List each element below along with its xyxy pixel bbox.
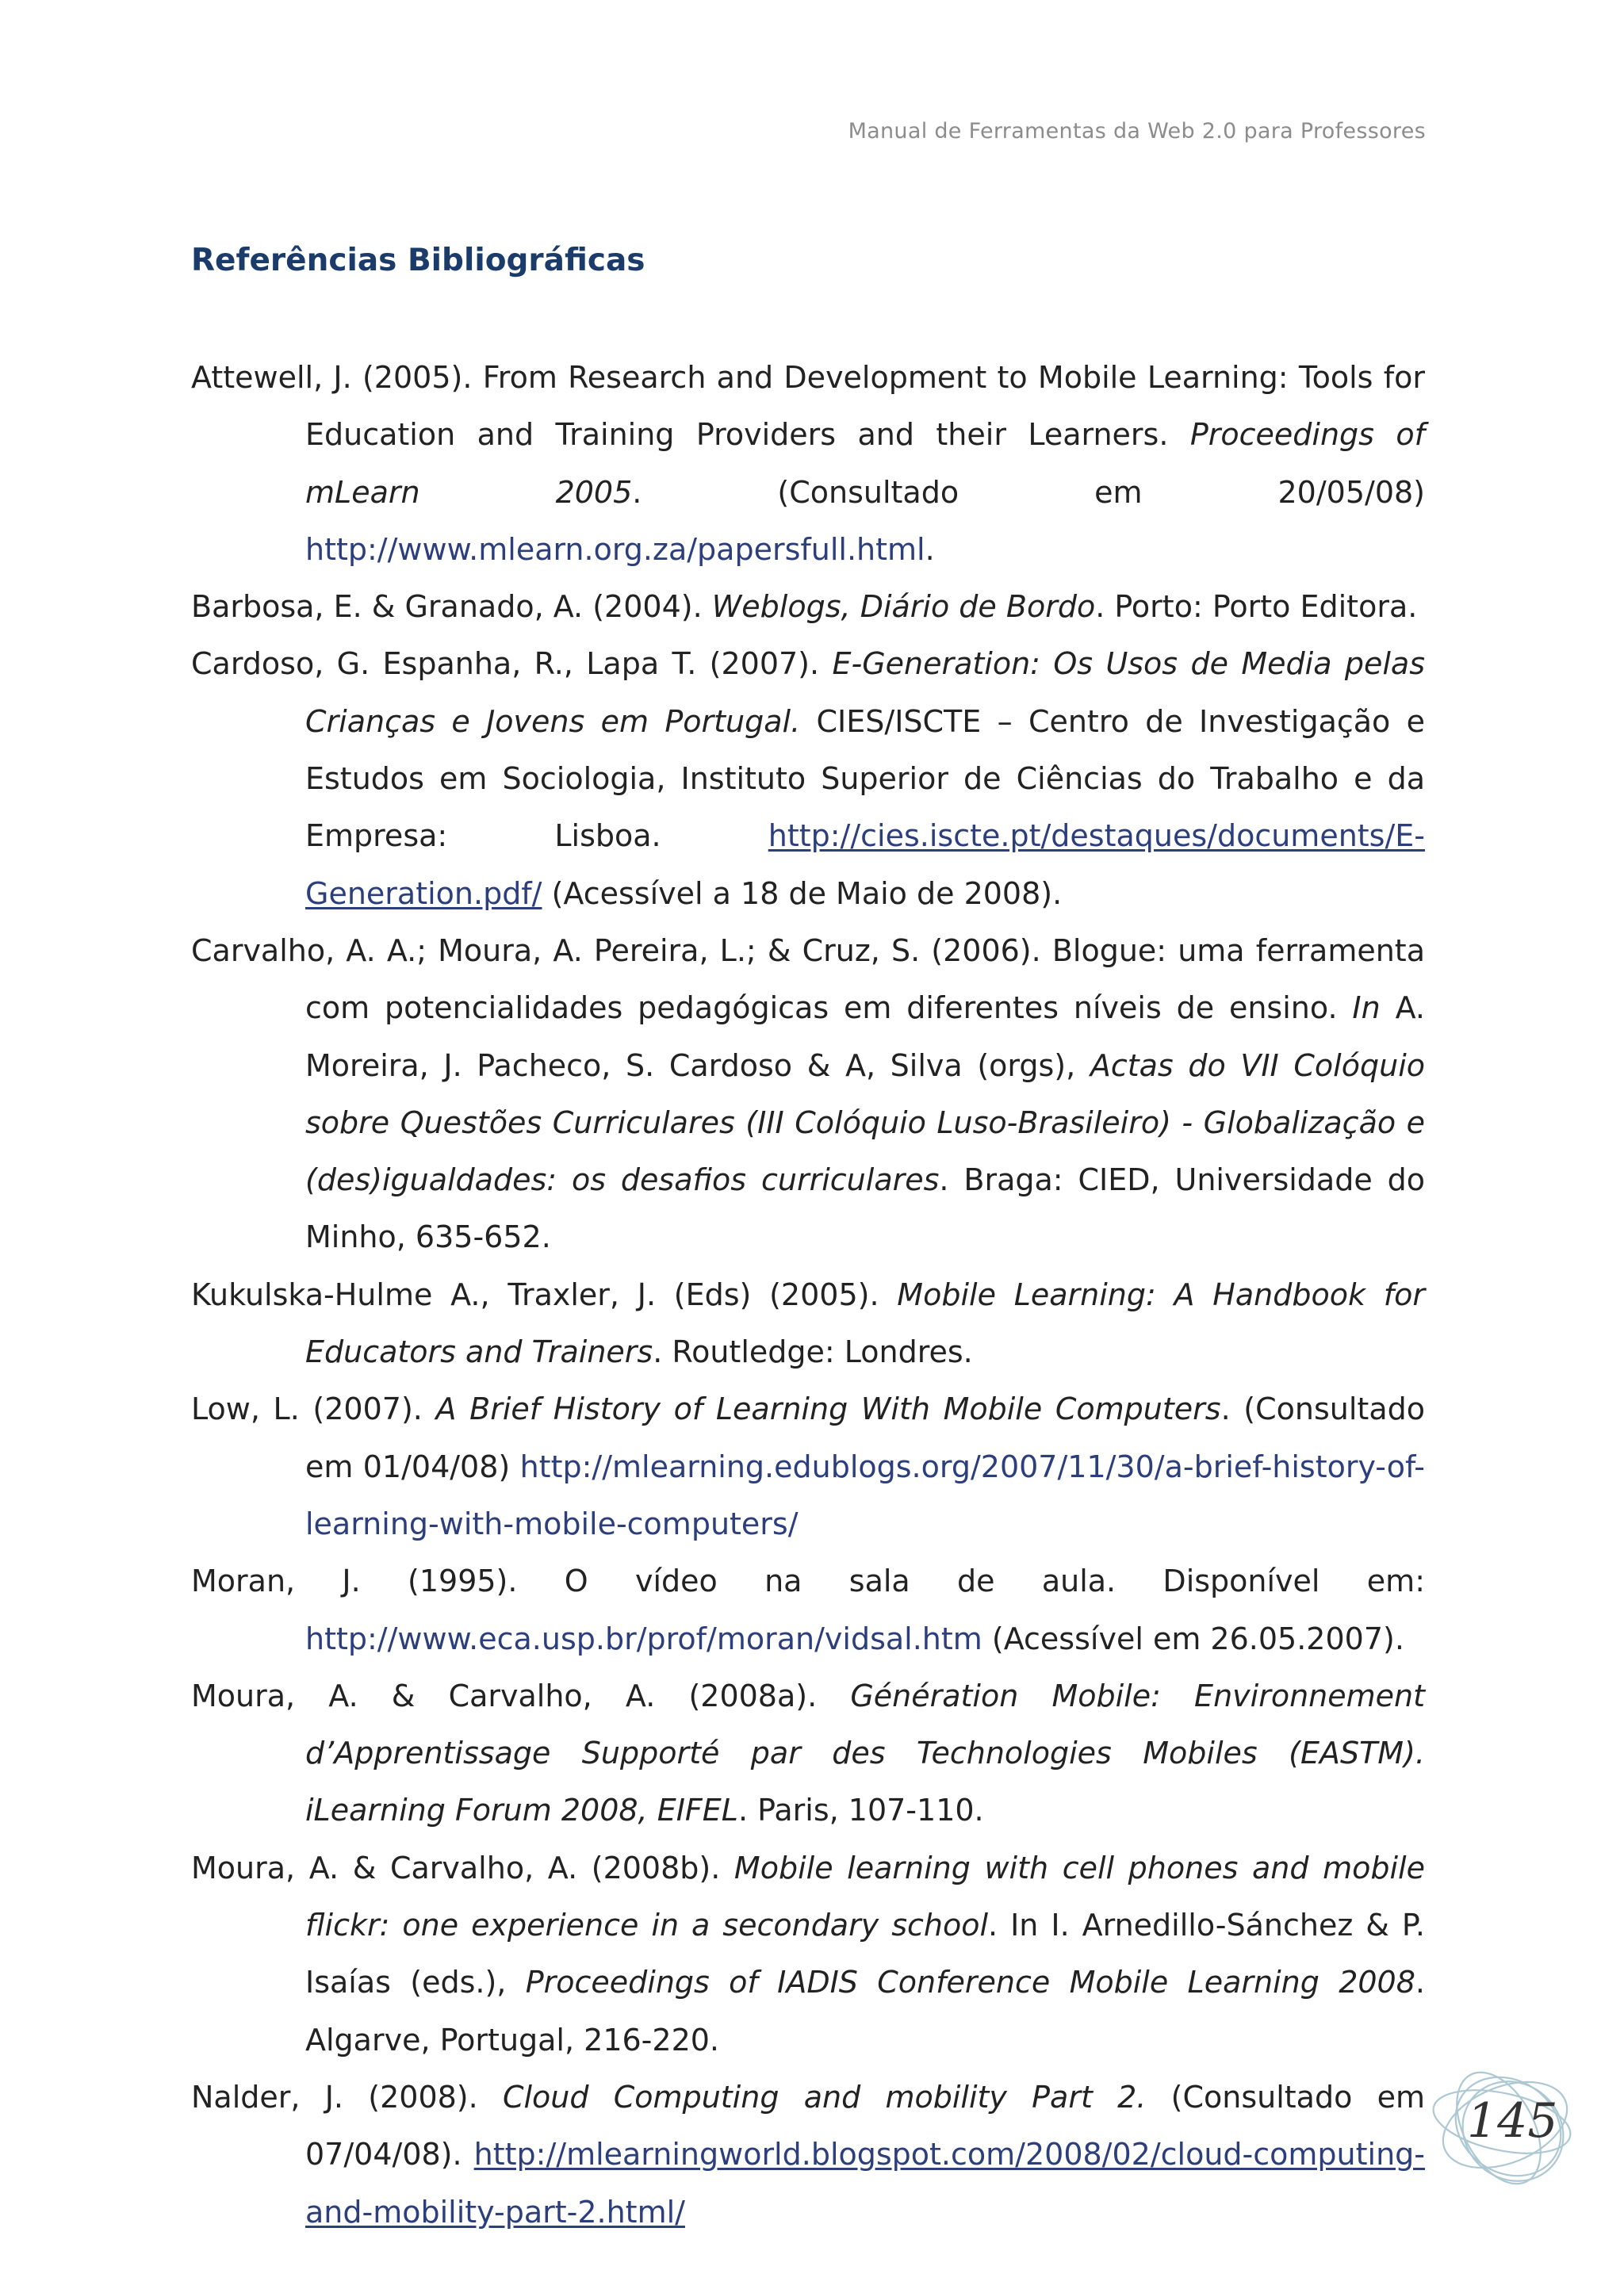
reference-title: Génération Mobile: Environnement d’Apprentissage Supporté par des Technologies Mobiles (EASTM). iLearning Forum 2008, EIFEL: [305, 1678, 1425, 1828]
reference-link[interactable]: http://cies.iscte.pt/destaques/documents/E-Generation.pdf/: [305, 818, 1425, 911]
reference-authors: Barbosa, E. & Granado, A. (2004).: [191, 589, 712, 625]
reference-item: [191, 578, 1425, 635]
reference-journal: Proceedings of mLearn 2005: [305, 417, 1425, 510]
reference-list: [191, 349, 1425, 2241]
reference-publisher: . Routledge: Londres.: [653, 1334, 973, 1370]
reference-authors: Kukulska-Hulme A., Traxler, J. (Eds) (2005).: [191, 1277, 898, 1312]
reference-authors: Moura, A. & Carvalho, A. (2008b).: [191, 1850, 734, 1885]
reference-access: (Acessível a 18 de Maio de 2008).: [542, 875, 1063, 911]
reference-item: [191, 1839, 1425, 2069]
reference-title: Mobile Learning: A Handbook for Educators and Trainers: [305, 1277, 1425, 1370]
reference-authors: Carvalho, A. A.; Moura, A. Pereira, L.; & Cruz, S. (2006). Blogue: uma ferramenta com potencialidades pedagógicas em diferentes níveis de ensino.: [191, 932, 1425, 1026]
reference-title: E-Generation: Os Usos de Media pelas Crianças e Jovens em Portugal.: [305, 646, 1425, 739]
reference-item: [191, 1552, 1425, 1667]
reference-link[interactable]: http://www.mlearn.org.za/papersfull.html: [305, 531, 925, 567]
reference-link[interactable]: http://mlearningworld.blogspot.com/2008/02/cloud-computing-and-mobility-part-2.html/: [305, 2137, 1425, 2230]
reference-editors: . In I. Arnedillo-Sánchez & P. Isaías (eds.),: [305, 1908, 1425, 2000]
reference-authors: Attewell, J. (2005).: [191, 360, 483, 395]
reference-publisher: . Algarve, Portugal, 216-220.: [305, 1965, 1426, 2058]
reference-item: [191, 1380, 1425, 1552]
reference-publisher: . Porto: Porto Editora.: [1095, 589, 1418, 625]
reference-item: [191, 2069, 1425, 2241]
reference-authors: Cardoso, G. Espanha, R., Lapa T. (2007).: [191, 646, 833, 682]
reference-in-word: In: [1352, 990, 1381, 1026]
reference-access: (Acessível em 26.05.2007).: [982, 1621, 1404, 1656]
reference-authors: Moran, J. (1995). O vídeo na sala de aula. Disponível em:: [191, 1564, 1425, 1599]
reference-title: From Research and Development to Mobile Learning: Tools for Education and Training Providers and their Learners.: [305, 360, 1425, 453]
reference-consulted: . (Consultado em 20/05/08): [632, 474, 1425, 510]
page-number-badge: [1426, 2054, 1584, 2196]
reference-authors: Moura, A. & Carvalho, A. (2008a).: [191, 1678, 851, 1713]
reference-item: [191, 922, 1425, 1266]
reference-book: Actas do VII Colóquio sobre Questões Curriculares (III Colóquio Luso-Brasileiro) - Globalização e (des)igualdades: os desafios curriculares: [305, 1047, 1425, 1198]
reference-link[interactable]: http://www.eca.usp.br/prof/moran/vidsal.htm: [305, 1621, 982, 1656]
reference-authors: Low, L. (2007).: [191, 1391, 436, 1427]
reference-item: [191, 1667, 1425, 1839]
section-title: Referências Bibliográficas: [191, 243, 645, 278]
reference-book: Proceedings of IADIS Conference Mobile Learning 2008: [525, 1965, 1415, 2000]
reference-end: .: [925, 531, 935, 567]
reference-link[interactable]: http://mlearning.edublogs.org/2007/11/30/a-brief-history-of-learning-with-mobile-computers/: [305, 1449, 1425, 1541]
reference-consulted: . (Consultado em 01/04/08): [305, 1391, 1425, 1484]
reference-publisher: CIES/ISCTE – Centro de Investigação e Estudos em Sociologia, Instituto Superior de Ciências do Trabalho e da Empresa: Lisboa.: [305, 703, 1425, 854]
reference-title: A Brief History of Learning With Mobile Computers: [435, 1391, 1221, 1427]
reference-title: Mobile learning with cell phones and mobile flickr: one experience in a secondary school: [305, 1850, 1425, 1943]
reference-publisher: . Paris, 107-110.: [737, 1793, 984, 1828]
reference-item: [191, 349, 1425, 578]
reference-consulted: (Consultado em 07/04/08).: [305, 2079, 1425, 2172]
reference-item: [191, 1266, 1425, 1381]
reference-title: Weblogs, Diário de Bordo: [711, 589, 1096, 625]
page-number: 145: [1467, 2093, 1558, 2149]
reference-publisher: . Braga: CIED, Universidade do Minho, 635-652.: [305, 1162, 1425, 1255]
reference-editors: A. Moreira, J. Pacheco, S. Cardoso & A, Silva (orgs),: [305, 990, 1425, 1083]
reference-authors: Nalder, J. (2008).: [191, 2079, 503, 2115]
reference-item: [191, 635, 1425, 921]
reference-title: Cloud Computing and mobility Part 2.: [502, 2079, 1147, 2115]
running-header: Manual de Ferramentas da Web 2.0 para Professores: [848, 119, 1426, 144]
